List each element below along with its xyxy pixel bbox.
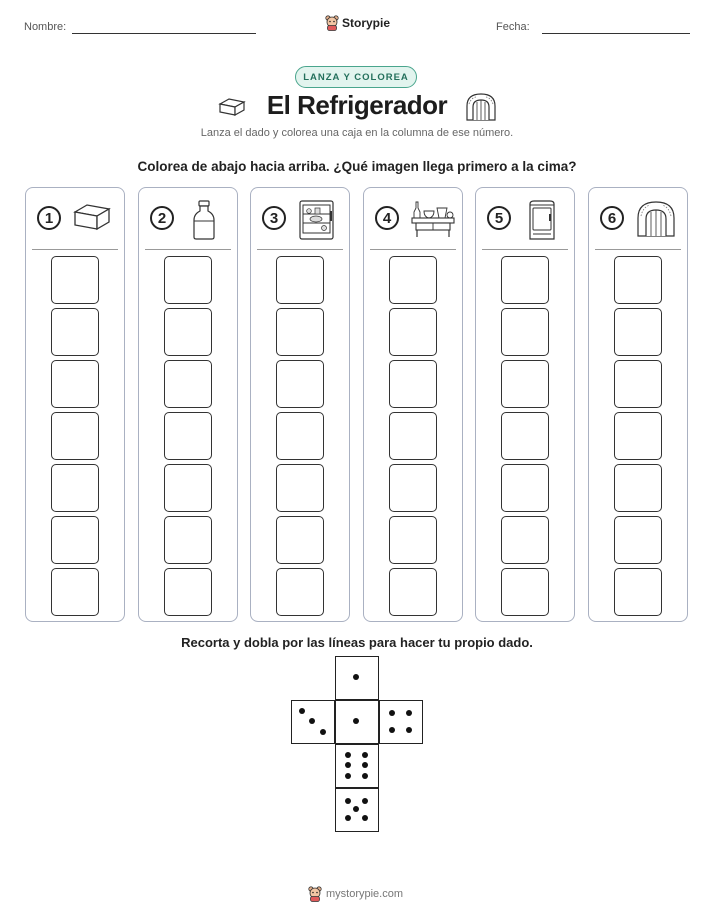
milk-bottle-icon: [185, 199, 225, 241]
bear-logo-icon: [308, 886, 322, 902]
die-pip: [389, 727, 395, 733]
column-divider: [482, 249, 568, 250]
color-box[interactable]: [51, 516, 99, 564]
column-2: [138, 187, 238, 622]
color-box[interactable]: [51, 360, 99, 408]
color-box[interactable]: [276, 308, 324, 356]
color-box[interactable]: [614, 360, 662, 408]
die-pip: [309, 718, 315, 724]
die-pip: [362, 773, 368, 779]
activity-badge: LANZA Y COLOREA: [295, 66, 417, 88]
color-box[interactable]: [501, 568, 549, 616]
die-pip: [299, 708, 305, 714]
fridge-cabinet-icon: [522, 199, 562, 241]
color-box[interactable]: [614, 516, 662, 564]
cut-instruction: Recorta y dobla por las líneas para hacer tu propio dado.: [181, 635, 533, 650]
column-divider: [595, 249, 681, 250]
color-box[interactable]: [276, 464, 324, 512]
color-box[interactable]: [51, 308, 99, 356]
die-pip: [406, 727, 412, 733]
color-box[interactable]: [164, 516, 212, 564]
die-pip: [406, 710, 412, 716]
name-field[interactable]: [72, 33, 256, 34]
die-pip: [345, 762, 351, 768]
die-pip: [345, 773, 351, 779]
color-box[interactable]: [51, 412, 99, 460]
page-title: El Refrigerador: [266, 90, 448, 120]
color-box[interactable]: [164, 308, 212, 356]
color-box[interactable]: [276, 516, 324, 564]
column-divider: [32, 249, 118, 250]
footer-url[interactable]: mystorypie.com: [326, 888, 404, 900]
color-box[interactable]: [501, 464, 549, 512]
die-pip: [362, 815, 368, 821]
color-box[interactable]: [164, 256, 212, 304]
butter-icon: [72, 199, 112, 235]
color-box[interactable]: [389, 516, 437, 564]
die-pip: [353, 718, 359, 724]
column-5: [475, 187, 575, 622]
column-1: [25, 187, 125, 622]
bear-logo-icon: [325, 15, 339, 31]
die-pip: [362, 762, 368, 768]
color-box[interactable]: [501, 308, 549, 356]
instruction: Colorea de abajo hacia arriba. ¿Qué imagen llega primero a la cima?: [137, 159, 577, 174]
date-field[interactable]: [542, 33, 690, 34]
color-box[interactable]: [389, 412, 437, 460]
color-box[interactable]: [51, 568, 99, 616]
die-face-bottom-2: [335, 788, 379, 832]
footer: [308, 886, 403, 902]
column-divider: [145, 249, 231, 250]
color-box[interactable]: [614, 568, 662, 616]
column-divider: [370, 249, 456, 250]
column-4: [363, 187, 463, 622]
die-face-top: [335, 656, 379, 700]
color-box[interactable]: [276, 412, 324, 460]
die-pip: [345, 815, 351, 821]
name-label: Nombre:: [24, 21, 67, 33]
color-box[interactable]: [614, 308, 662, 356]
color-box[interactable]: [501, 256, 549, 304]
color-box[interactable]: [164, 360, 212, 408]
die-face-left: [291, 700, 335, 744]
die-face-right: [379, 700, 423, 744]
die-pip: [345, 752, 351, 758]
butter-icon: [217, 96, 247, 118]
brand-logo: [325, 13, 390, 33]
column-number: 5: [487, 206, 511, 230]
color-box[interactable]: [501, 516, 549, 564]
column-number: 4: [375, 206, 399, 230]
color-box[interactable]: [614, 412, 662, 460]
color-box[interactable]: [614, 256, 662, 304]
color-box[interactable]: [614, 464, 662, 512]
date-label: Fecha:: [496, 21, 530, 33]
color-box[interactable]: [389, 360, 437, 408]
color-box[interactable]: [389, 308, 437, 356]
brand-name: Storypie: [342, 16, 391, 30]
die-face-center: [335, 700, 379, 744]
die-pip: [353, 674, 359, 680]
subtitle: Lanza el dado y colorea una caja en la columna de ese número.: [200, 127, 514, 139]
die-pip: [353, 806, 359, 812]
die-pip: [362, 752, 368, 758]
column-6: [588, 187, 688, 622]
color-box[interactable]: [389, 568, 437, 616]
color-box[interactable]: [51, 464, 99, 512]
arched-door-icon: [464, 92, 498, 122]
column-3: [250, 187, 350, 622]
color-box[interactable]: [389, 256, 437, 304]
column-divider: [257, 249, 343, 250]
color-box[interactable]: [51, 256, 99, 304]
column-number: 2: [150, 206, 174, 230]
color-box[interactable]: [389, 464, 437, 512]
color-box[interactable]: [276, 568, 324, 616]
column-number: 1: [37, 206, 61, 230]
die-pip: [345, 798, 351, 804]
column-number: 6: [600, 206, 624, 230]
color-box[interactable]: [276, 360, 324, 408]
color-box[interactable]: [501, 412, 549, 460]
color-box[interactable]: [164, 464, 212, 512]
color-box[interactable]: [164, 568, 212, 616]
die-pip: [389, 710, 395, 716]
kitchen-counter-icon: [410, 199, 456, 239]
column-number: 3: [262, 206, 286, 230]
die-face-bottom-1: [335, 744, 379, 788]
color-box[interactable]: [276, 256, 324, 304]
die-pip: [320, 729, 326, 735]
die-pip: [362, 798, 368, 804]
color-box[interactable]: [501, 360, 549, 408]
color-box[interactable]: [164, 412, 212, 460]
arched-door-icon: [635, 199, 677, 239]
refrigerator-icon: [297, 199, 337, 241]
